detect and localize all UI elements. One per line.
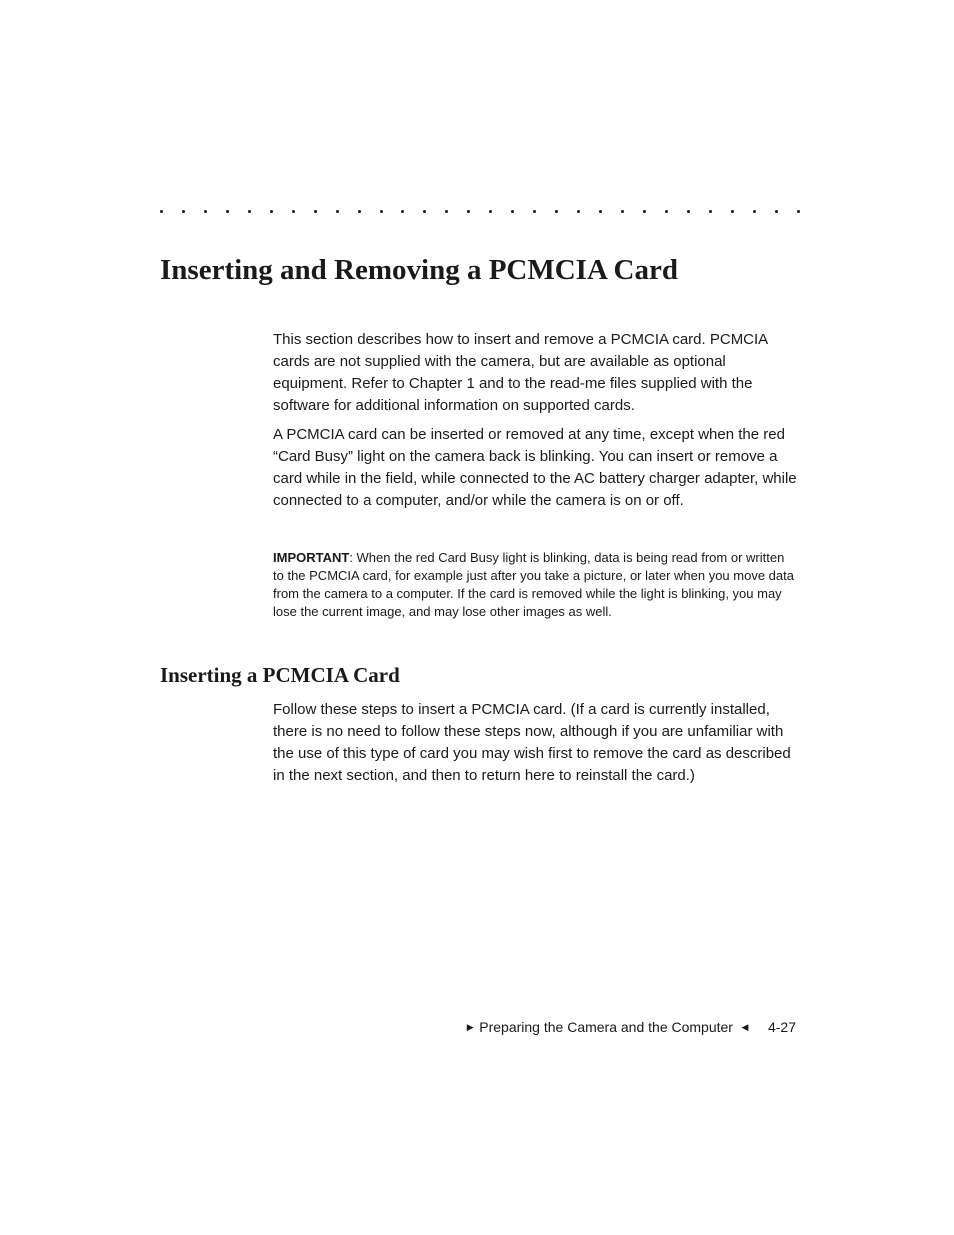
availability-paragraph-block <box>273 424 797 512</box>
dotted-rule <box>160 203 800 219</box>
intro-paragraph-block <box>273 329 797 417</box>
triangle-left-icon: ◀ <box>741 1021 749 1032</box>
rule-dot <box>599 210 602 213</box>
page-footer <box>446 1017 796 1037</box>
page-number: 4-27 <box>767 1019 796 1035</box>
rule-dot <box>643 210 646 213</box>
rule-dot <box>731 210 734 213</box>
rule-dot <box>226 210 229 213</box>
rule-dot <box>511 210 514 213</box>
intro-paragraph: This section describes how to insert and remove a PCMCIA card. PCMCIA cards are not supplied with the camera, but are available as optional equipment. Refer to Chapter 1 and to the read-me files supplied with the software for additional information on supported cards. <box>273 331 768 414</box>
rule-dot <box>204 210 207 213</box>
rule-dot <box>665 210 668 213</box>
steps-paragraph: Follow these steps to insert a PCMCIA card. (If a card is currently installed, there is no need to follow these steps now, although if you are unfamiliar with the use of this type of card you may wish first to remove the card as described in the next section, and then to return here to reinstall the card.) <box>273 701 791 784</box>
steps-paragraph-block <box>273 699 797 787</box>
rule-dot <box>467 210 470 213</box>
rule-dot <box>358 210 361 213</box>
rule-dot <box>336 210 339 213</box>
rule-dot <box>423 210 426 213</box>
rule-dot <box>687 210 690 213</box>
rule-dot <box>160 210 163 213</box>
rule-dot <box>248 210 251 213</box>
rule-dot <box>182 210 185 213</box>
rule-dot <box>753 210 756 213</box>
rule-dot <box>401 210 404 213</box>
important-text: : When the red Card Busy light is blinking, data is being read from or written to the PCMCIA card, for example just after you take a picture, or later when you move data from the camera to a computer. If the card is removed while the light is blinking, you may lose the current image, and may lose other images as well. <box>273 550 794 619</box>
rule-dot <box>709 210 712 213</box>
important-label: IMPORTANT <box>273 550 350 565</box>
important-note <box>273 549 797 621</box>
rule-dot <box>380 210 383 213</box>
rule-dot <box>489 210 492 213</box>
rule-dot <box>797 210 800 213</box>
rule-dot <box>621 210 624 213</box>
rule-dot <box>555 210 558 213</box>
rule-dot <box>270 210 273 213</box>
footer-chapter-title: Preparing the Camera and the Computer <box>479 1019 733 1035</box>
rule-dot <box>292 210 295 213</box>
rule-dot <box>775 210 778 213</box>
rule-dot <box>445 210 448 213</box>
subsection-title: Inserting a PCMCIA Card <box>160 663 400 687</box>
rule-dot <box>533 210 536 213</box>
triangle-right-icon: ▶ <box>466 1021 474 1032</box>
section-title: Inserting and Removing a PCMCIA Card <box>160 254 678 286</box>
rule-dot <box>314 210 317 213</box>
availability-paragraph: A PCMCIA card can be inserted or removed at any time, except when the red “Card Busy” light on the camera back is blinking. You can insert or remove a card while in the field, while connected to the AC battery charger adapter, while connected to a computer, and/or while the camera is on or off. <box>273 426 797 509</box>
rule-dot <box>577 210 580 213</box>
